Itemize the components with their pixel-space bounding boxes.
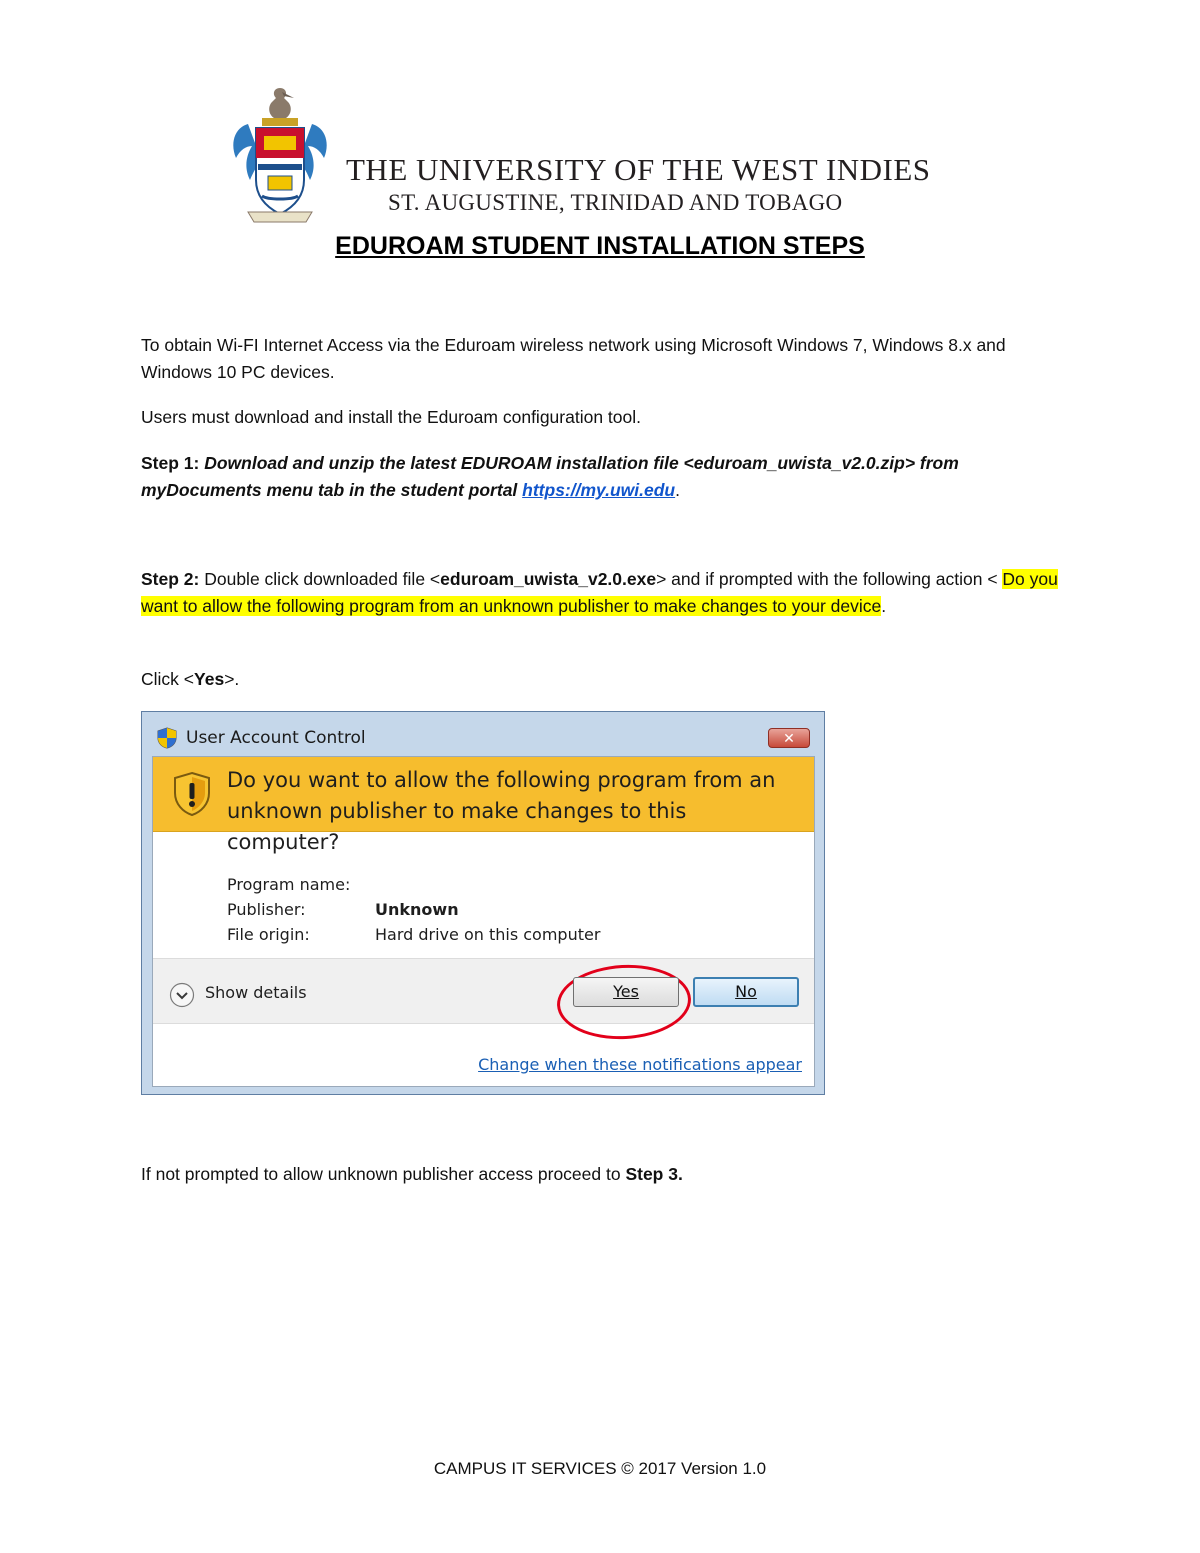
step2-highlight: Do you want to allow the following program from an unknown publisher to make changes to your device [141, 569, 1058, 616]
uac-dialog [141, 711, 825, 1095]
step2-text-a: Double click downloaded file < [199, 569, 441, 589]
program-name-label: Program name: [227, 875, 351, 894]
not-prompted-step: Step 3. [625, 1164, 683, 1184]
step2-paragraph [141, 566, 1081, 620]
step2-file: eduroam_uwista_v2.0.exe [440, 569, 657, 589]
university-campus: ST. AUGUSTINE, TRINIDAD AND TOBAGO [388, 190, 843, 215]
chevron-down-icon[interactable] [169, 982, 195, 1008]
university-name: THE UNIVERSITY OF THE WEST INDIES [346, 152, 931, 187]
close-button[interactable]: ✕ [768, 728, 810, 748]
step2-end: . [881, 596, 887, 616]
university-header [228, 84, 988, 224]
warning-shield-icon [173, 771, 211, 817]
click-yes-b: Yes [194, 669, 225, 689]
university-crest-logo [228, 84, 332, 224]
dialog-button-area [153, 958, 814, 1024]
click-yes-c: >. [224, 669, 240, 689]
document-title: EDUROAM STUDENT INSTALLATION STEPS [335, 232, 865, 260]
step2-text-b: > and if prompted with the following action < [656, 569, 1003, 589]
publisher-value: Unknown [375, 900, 459, 919]
step1-end: . [675, 480, 680, 500]
step1-paragraph [141, 450, 1081, 504]
intro-paragraph: To obtain Wi-FI Internet Access via the Eduroam wireless network using Microsoft Windows 7, Windows 8.x and Windows 10 PC devices. [141, 335, 1006, 382]
step2-label: Step 2: [141, 569, 200, 589]
not-prompted-paragraph [141, 1161, 1081, 1188]
users-note-paragraph: Users must download and install the Eduroam configuration tool. [141, 407, 641, 427]
dialog-title: User Account Control [186, 728, 366, 748]
dialog-body [152, 756, 815, 1087]
portal-link[interactable]: https://my.uwi.edu [522, 480, 676, 500]
show-details-toggle[interactable]: Show details [205, 983, 307, 1002]
no-button[interactable]: No [693, 977, 799, 1007]
not-prompted-text: If not prompted to allow unknown publisher access proceed to [141, 1164, 626, 1184]
click-yes-paragraph [141, 666, 1081, 693]
warning-banner [153, 757, 814, 854]
file-origin-value: Hard drive on this computer [375, 925, 601, 944]
step1-label: Step 1: [141, 453, 200, 473]
page-footer: CAMPUS IT SERVICES © 2017 Version 1.0 [433, 1459, 767, 1478]
dialog-titlebar [142, 712, 824, 754]
uac-shield-icon [157, 727, 177, 749]
click-yes-a: Click < [141, 669, 194, 689]
step1-text: Download and unzip the latest EDUROAM installation file <eduroam_uwista_v2.0.zip> from myDocuments menu tab in the student portal [141, 453, 959, 500]
publisher-label: Publisher: [227, 900, 306, 919]
yes-button[interactable]: Yes [573, 977, 679, 1007]
change-notifications-link[interactable]: Change when these notifications appear [478, 1055, 802, 1074]
dialog-question: Do you want to allow the following program from an unknown publisher to make changes to this computer? [227, 768, 776, 854]
file-origin-label: File origin: [227, 925, 310, 944]
